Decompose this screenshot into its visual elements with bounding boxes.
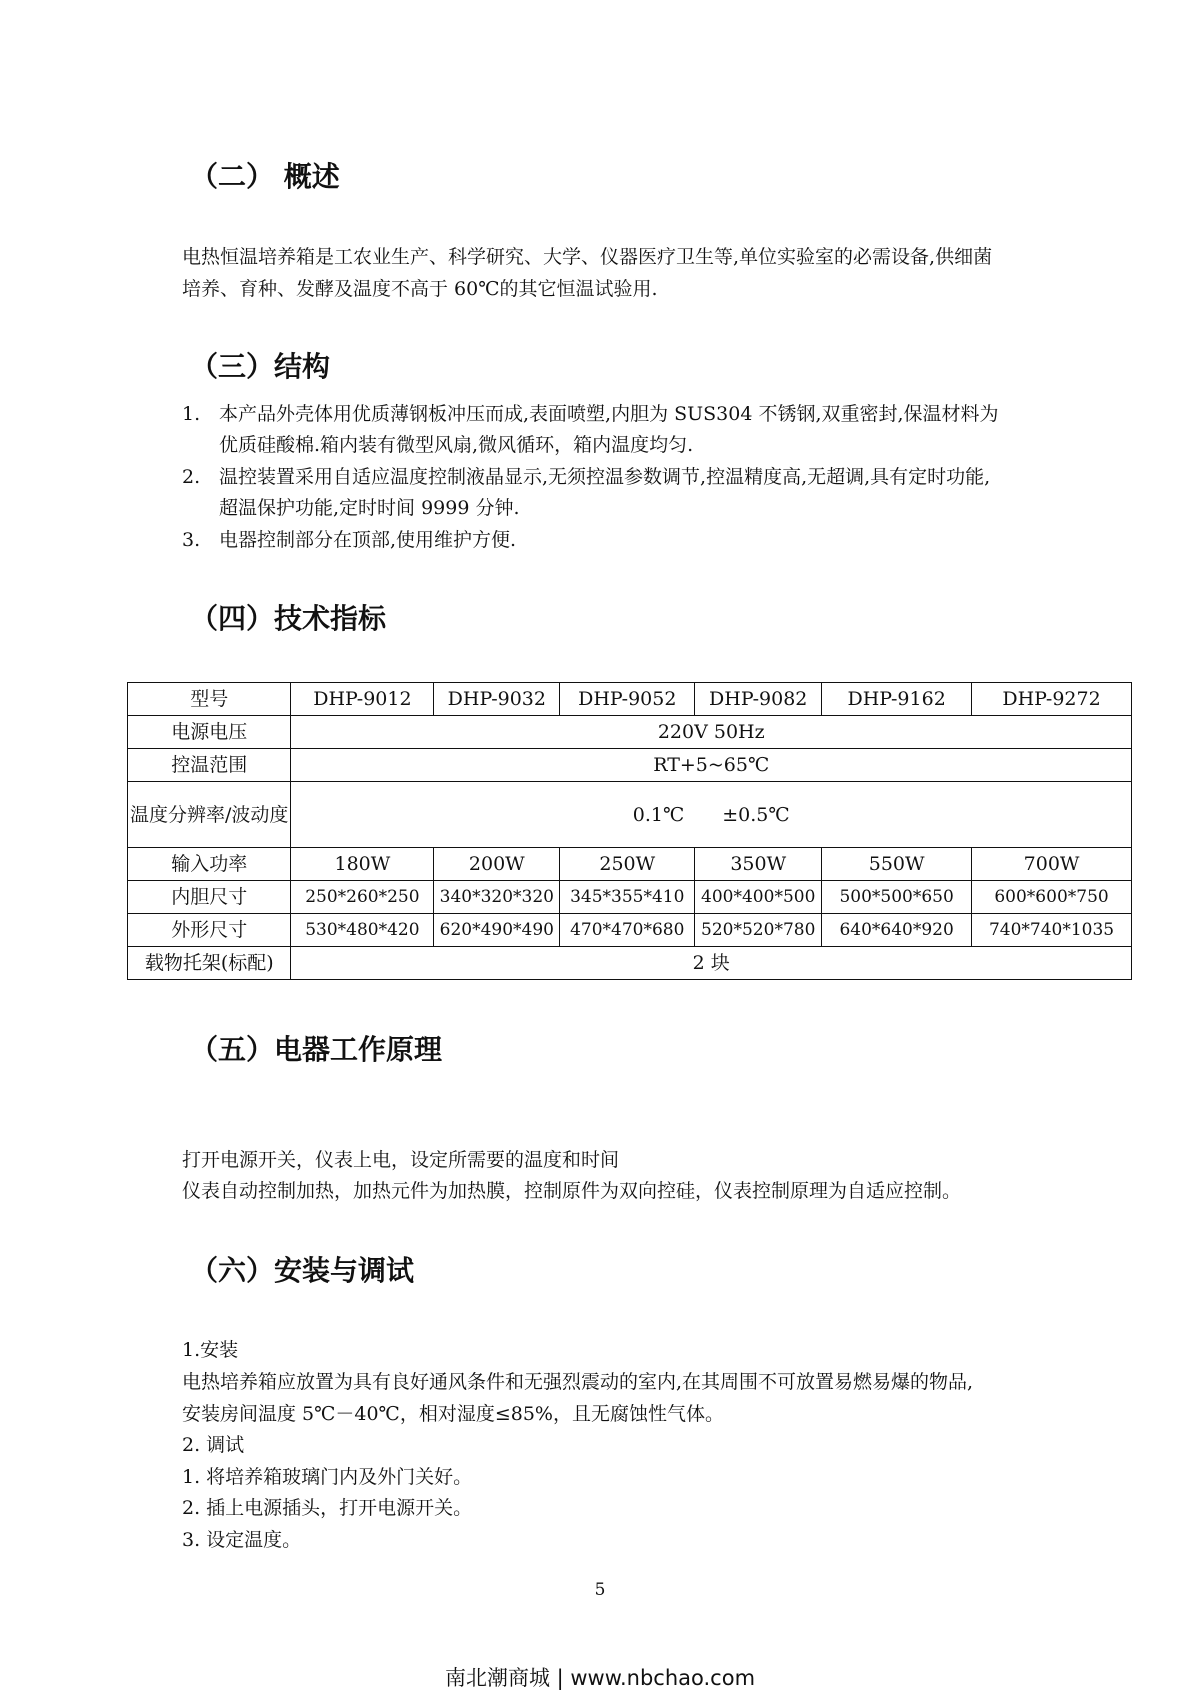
table-cell: 250*260*250 <box>291 881 434 914</box>
list-number: 2. <box>182 466 201 488</box>
table-row <box>128 848 1132 881</box>
table-cell: 500*500*650 <box>822 881 972 914</box>
table-cell: 180W <box>291 848 434 881</box>
table-cell: 内胆尺寸 <box>128 881 291 914</box>
table-cell: DHP-9082 <box>695 683 822 716</box>
paragraph: 电热恒温培养箱是工农业生产、科学研究、大学、仪器医疗卫生等,单位实验室的必需设备,供细菌 <box>182 246 993 268</box>
page-number: 5 <box>594 1580 606 1600</box>
table-cell: 620*490*490 <box>434 914 560 947</box>
table-cell: 345*355*410 <box>560 881 695 914</box>
list-item <box>182 465 990 489</box>
table-cell: 温度分辨率/波动度 <box>128 782 291 848</box>
list-text: 电器控制部分在顶部,使用维护方便. <box>219 529 517 551</box>
table-cell: 530*480*420 <box>291 914 434 947</box>
table-cell: 400*400*500 <box>695 881 822 914</box>
table-cell: 470*470*680 <box>560 914 695 947</box>
section-heading-specs: （四）技术指标 <box>190 602 387 635</box>
list-number: 1. <box>182 403 201 425</box>
table-row <box>128 749 1132 782</box>
table-cell: 600*600*750 <box>972 881 1132 914</box>
table-cell: 340*320*320 <box>434 881 560 914</box>
paragraph: 3. 设定温度。 <box>182 1529 302 1551</box>
table-cell: DHP-9012 <box>291 683 434 716</box>
list-item-continuation: 优质硅酸棉.箱内装有微型风扇,微风循环，箱内温度均匀. <box>219 434 694 456</box>
table-cell: 载物托架(标配) <box>128 947 291 980</box>
paragraph: 1. 将培养箱玻璃门内及外门关好。 <box>182 1466 473 1488</box>
table-row <box>128 914 1132 947</box>
list-item <box>182 402 999 426</box>
paragraph: 电热培养箱应放置为具有良好通风条件和无强烈震动的室内,在其周围不可放置易燃易爆的物品, <box>182 1371 974 1393</box>
table-cell: 700W <box>972 848 1132 881</box>
table-cell: DHP-9052 <box>560 683 695 716</box>
table-cell: 输入功率 <box>128 848 291 881</box>
list-number: 3. <box>182 529 201 551</box>
paragraph: 仪表自动控制加热，加热元件为加热膜，控制原件为双向控硅，仪表控制原理为自适应控制。 <box>182 1180 962 1202</box>
table-row <box>128 716 1132 749</box>
table-cell: 电源电压 <box>128 716 291 749</box>
table-cell: RT+5~65℃ <box>291 749 1132 782</box>
paragraph: 2. 调试 <box>182 1434 245 1456</box>
paragraph: 培养、育种、发酵及温度不高于 60℃的其它恒温试验用. <box>182 278 658 300</box>
table-cell: 520*520*780 <box>695 914 822 947</box>
table-cell: 640*640*920 <box>822 914 972 947</box>
paragraph: 1.安装 <box>182 1339 239 1361</box>
section-heading-overview: （二） 概述 <box>190 160 340 193</box>
table-cell: 350W <box>695 848 822 881</box>
section-heading-installation: （六）安装与调试 <box>190 1254 415 1287</box>
list-item-continuation: 超温保护功能,定时时间 9999 分钟. <box>219 497 520 519</box>
table-row <box>128 683 1132 716</box>
footer-watermark: 南北潮商城 | www.nbchao.com <box>444 1666 756 1690</box>
paragraph: 打开电源开关，仪表上电，设定所需要的温度和时间 <box>182 1149 620 1171</box>
table-cell: 740*740*1035 <box>972 914 1132 947</box>
table-cell: 550W <box>822 848 972 881</box>
paragraph: 安装房间温度 5℃－40℃，相对湿度≤85%，且无腐蚀性气体。 <box>182 1403 724 1425</box>
table-cell: 外形尺寸 <box>128 914 291 947</box>
list-text: 温控装置采用自适应温度控制液晶显示,无须控温参数调节,控温精度高,无超调,具有定时功能, <box>219 466 991 488</box>
table-cell: 2 块 <box>291 947 1132 980</box>
list-item <box>182 528 516 552</box>
table-cell: 200W <box>434 848 560 881</box>
spec-table <box>127 682 1132 980</box>
table-cell: 220V 50Hz <box>291 716 1132 749</box>
table-cell: DHP-9272 <box>972 683 1132 716</box>
table-cell: DHP-9032 <box>434 683 560 716</box>
table-cell: 0.1℃ ±0.5℃ <box>291 782 1132 848</box>
table-row <box>128 782 1132 848</box>
list-text: 本产品外壳体用优质薄钢板冲压而成,表面喷塑,内胆为 SUS304 不锈钢,双重密封,保温材料为 <box>219 403 999 425</box>
paragraph: 2. 插上电源插头，打开电源开关。 <box>182 1497 473 1519</box>
section-heading-structure: （三）结构 <box>190 350 331 383</box>
table-cell: 控温范围 <box>128 749 291 782</box>
section-heading-principle: （五）电器工作原理 <box>190 1033 443 1066</box>
table-cell: DHP-9162 <box>822 683 972 716</box>
table-cell: 型号 <box>128 683 291 716</box>
table-row <box>128 881 1132 914</box>
table-row <box>128 947 1132 980</box>
table-cell: 250W <box>560 848 695 881</box>
